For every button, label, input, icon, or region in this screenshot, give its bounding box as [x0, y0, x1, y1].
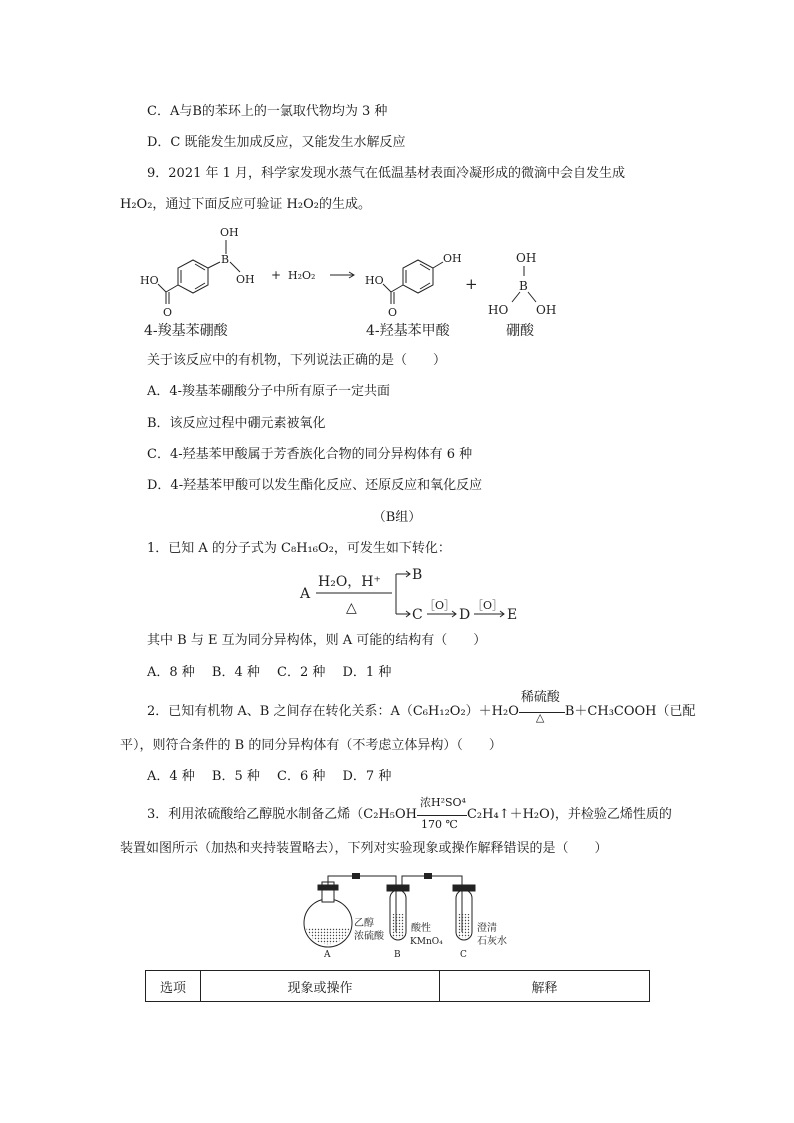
scheme-a: A: [300, 586, 311, 602]
plus-sign-1: +: [271, 268, 282, 282]
tube-c-label-limewater: 石灰水: [477, 936, 507, 947]
scheme-e: E: [507, 607, 518, 623]
boron-oh-right-label: OH: [236, 273, 255, 286]
scheme-d: D: [459, 607, 471, 623]
flask-label-ethanol: 乙醇: [354, 918, 374, 929]
clamp-2: [424, 873, 432, 879]
carboxyl-ho-label: HO: [140, 274, 159, 287]
b3-apparatus-diagram: [296, 868, 526, 960]
carboxyphenylboronic-acid-structure: [158, 240, 240, 304]
b3-stem-line2: 装置如图所示（加热和夹持装置略去），下列对实验现象或操作解释错误的是（ ）: [120, 841, 608, 856]
tube-b-letter: B: [394, 950, 401, 960]
b2-cond-bottom: △: [535, 711, 545, 724]
plus-sign-2: +: [465, 275, 478, 293]
tube-c-stopper: [453, 885, 475, 891]
scheme-b: B: [412, 567, 423, 583]
scheme-ox-2: ［O］: [472, 599, 504, 612]
q9-h2o2: H₂O₂: [120, 197, 153, 212]
table-header-explanation: 解释: [440, 971, 650, 1002]
b3-stem-line1: 3．利用浓硫酸给乙醇脱水制备乙烯（C₂H₅OH 浓H²SO⁴ 170 ℃ C₂H₄↑＋H₂O)，并检验乙烯性质的: [147, 806, 672, 824]
boric-acid-name: 硼酸: [506, 323, 534, 339]
reaction-arrow: [330, 272, 354, 278]
flask-a-stopper: [318, 885, 338, 890]
b3-options-table: [145, 970, 650, 1002]
tube-c-label-clear: 澄清: [477, 923, 497, 934]
q9-option-d: D．4-羟基苯甲酸可以发生酯化反应、还原反应和氧化反应: [147, 478, 483, 493]
b1-conversion-scheme: [296, 564, 536, 626]
phenol-oh-label: OH: [443, 252, 462, 265]
b1-question: 其中 B 与 E 互为同分异构体，则 A 可能的结构有（ ）: [147, 633, 487, 648]
boric-oh-right-label: OH: [536, 303, 557, 317]
scheme-ox-1: ［O］: [424, 599, 456, 612]
q9-option-a: A．4-羧基苯硼酸分子中所有原子一定共面: [147, 384, 391, 399]
q8-option-c: C．A与B的苯环上的一氯取代物均为 3 种: [147, 104, 388, 119]
scheme-c: C: [412, 607, 423, 623]
clamp-1: [352, 873, 360, 879]
scheme-heat: △: [346, 600, 357, 616]
b1-stem: 1．已知 A 的分子式为 C₈H₁₆O₂，可发生如下转化：: [147, 541, 451, 556]
tube-c-letter: C: [460, 950, 467, 960]
flask-label-sulfuric: 浓硫酸: [354, 931, 384, 942]
boric-ho-label: HO: [488, 303, 509, 317]
b2-cond-top: 稀硫酸: [520, 690, 560, 705]
boric-oh-top-label: OH: [516, 251, 537, 265]
boron-oh-top-label: OH: [220, 226, 239, 239]
product-carboxyl-o-label: O: [388, 306, 398, 319]
b2-stem-line2: 平），则符合条件的 B 的同分异构体有（不考虑立体异构）（ ）: [120, 738, 502, 753]
hydroxybenzoic-acid-structure: [383, 260, 443, 304]
b2-options: A．4 种 B．5 种 C．6 种 D．7 种: [147, 769, 392, 784]
boric-b-label: B: [519, 279, 528, 293]
flask-a-letter: A: [324, 950, 331, 960]
table-header-row: [146, 971, 650, 1002]
product-name: 4-羟基苯甲酸: [366, 323, 450, 339]
b1-options: A．8 种 B．4 种 C．2 种 D．1 种: [147, 665, 392, 680]
q9-reaction-scheme: [140, 222, 580, 342]
group-b-heading: （B组）: [372, 510, 422, 525]
b3-cond-top: 浓H²SO⁴: [419, 796, 466, 809]
boron-atom-label: B: [221, 253, 230, 266]
h2o2-reagent: H₂O₂: [288, 269, 316, 282]
product-carboxyl-ho-label: HO: [365, 274, 384, 287]
q9-question: 关于该反应中的有机物，下列说法正确的是（ ）: [147, 353, 447, 368]
b3-condition: [417, 796, 467, 831]
table-header-phenomenon: 现象或操作: [201, 971, 440, 1002]
reactant-name: 4-羧基苯硼酸: [144, 323, 228, 339]
tube-b-label-kmno4: KMnO₄: [410, 937, 443, 947]
b2-condition: [519, 690, 565, 724]
q8-option-d: D．C 既能发生加成反应，又能发生水解反应: [147, 135, 406, 150]
carboxyl-o-label: O: [163, 306, 173, 319]
q9-option-c: C．4-羟基苯甲酸属于芳香族化合物的同分异构体有 6 种: [147, 447, 473, 462]
q9-stem-line1: 9．2021 年 1 月，科学家发现水蒸气在低温基材表面冷凝形成的微滴中会自发生成: [147, 166, 626, 181]
tube-b-stopper: [387, 885, 409, 891]
table-header-option: 选项: [146, 971, 201, 1002]
b3-cond-bottom: 170 ℃: [420, 818, 458, 831]
b2-stem-line1: 2．已知有机物 A、B 之间存在转化关系：A（C₆H₁₂O₂）＋H₂O 稀硫酸 △ B＋CH₃COOH（已配: [147, 703, 696, 721]
scheme-reagent: H₂O，H⁺: [318, 574, 381, 590]
tube-b-label-acidic: 酸性: [411, 923, 431, 934]
q9-stem-line2: H₂O₂，通过下面反应可验证 H₂O₂的生成。: [120, 197, 371, 212]
q9-option-b: B．该反应过程中硼元素被氧化: [147, 416, 326, 431]
